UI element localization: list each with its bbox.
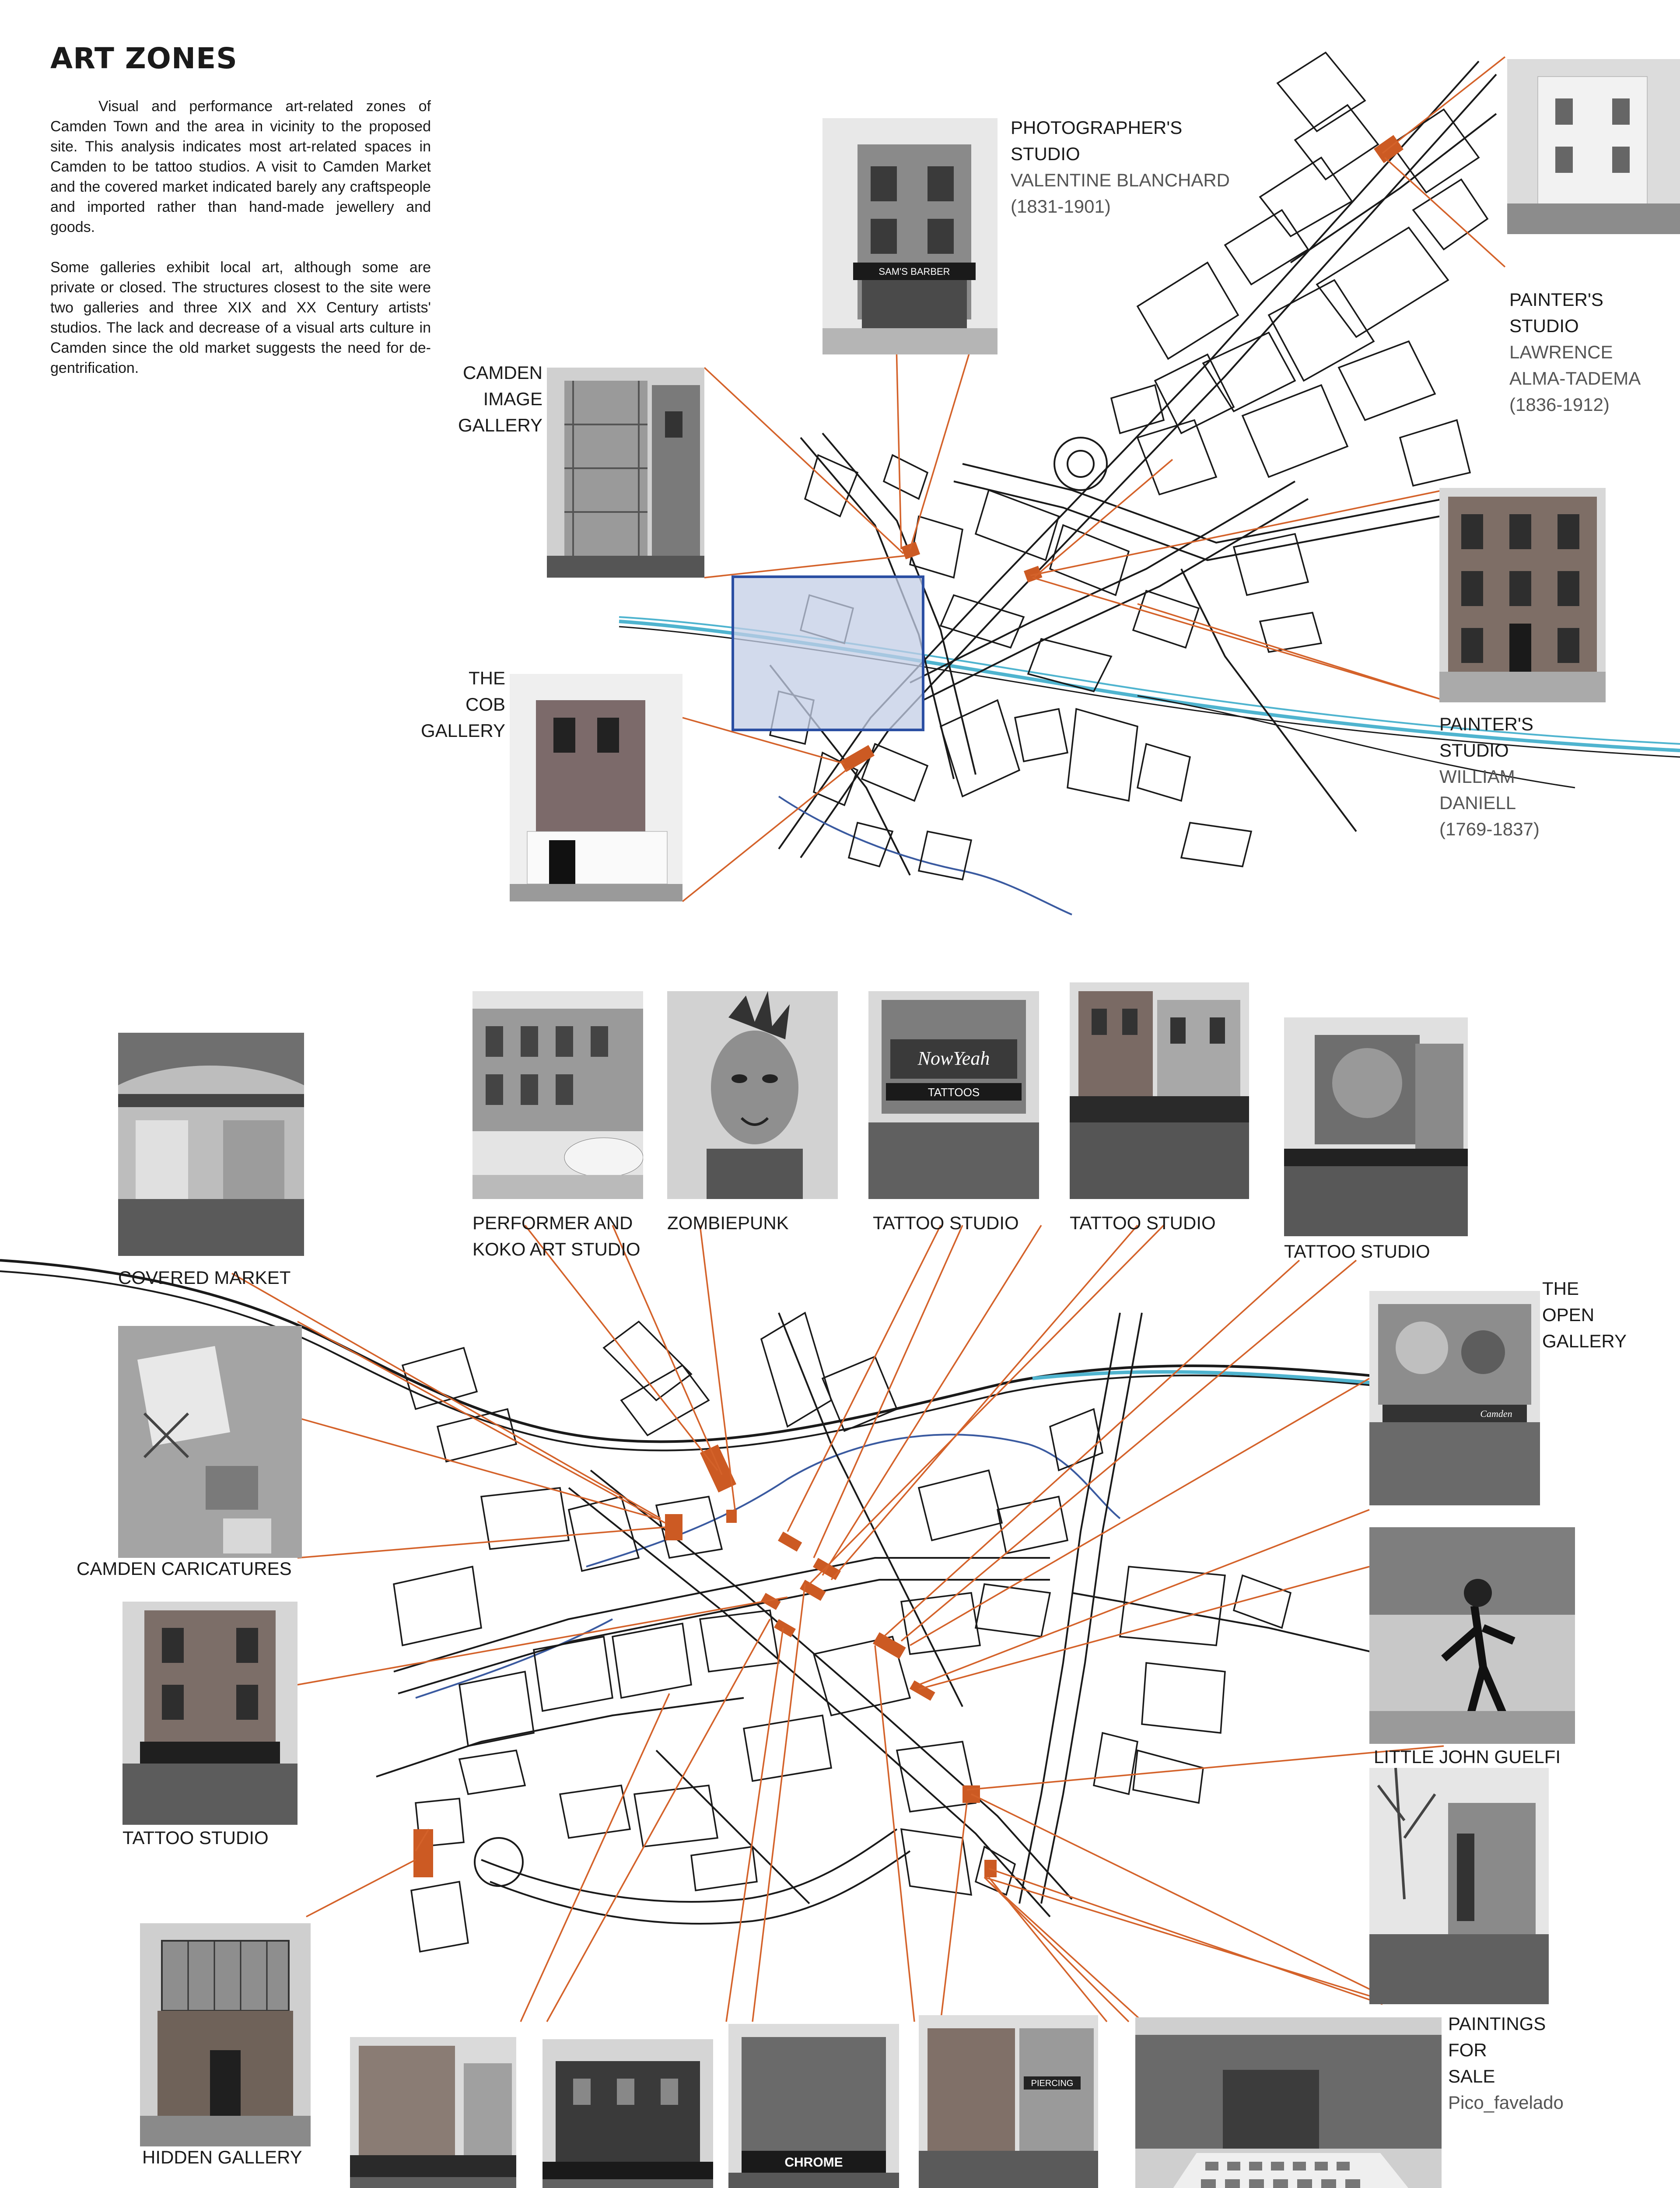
label-performer-koko: PERFORMER AND KOKO ART STUDIO bbox=[472, 1213, 640, 1259]
top-roundabout bbox=[1054, 438, 1107, 490]
photo-hidden-gallery bbox=[140, 1923, 311, 2146]
label-hidden-gallery: HIDDEN GALLERY bbox=[142, 2147, 302, 2167]
label-painters-studio-alma-tadema: PAINTER'S STUDIO LAWRENCE ALMA-TADEMA (1836-1912) bbox=[1509, 289, 1641, 415]
bottom-roundabout bbox=[475, 1838, 523, 1886]
intro-text bbox=[50, 96, 431, 398]
camden-sign: Camden bbox=[1480, 1408, 1512, 1419]
photo-painters-studio-alma-tadema bbox=[1507, 59, 1680, 234]
label-paintings-for-sale: PAINTINGS FOR SALE Pico_favelado bbox=[1448, 2013, 1564, 2113]
page-title: ART ZONES bbox=[50, 42, 238, 75]
photo-tattoo-studio-nowyeah bbox=[868, 991, 1039, 1199]
photo-performer-koko bbox=[472, 991, 643, 1199]
bottom-road-s bbox=[656, 1750, 809, 1904]
site-area bbox=[733, 577, 923, 730]
top-street-3 bbox=[962, 464, 1444, 543]
nowyeah-sign: NowYeah bbox=[917, 1048, 990, 1069]
label-little-john-guelfi: LITTLE JOHN GUELFI bbox=[1374, 1746, 1561, 1767]
bottom-road-arc bbox=[481, 1829, 897, 1902]
label-tattoo-studio-top-2: TATTOO STUDIO bbox=[1070, 1213, 1216, 1233]
label-tattoo-studio-top-3: TATTOO STUDIO bbox=[1284, 1241, 1430, 1262]
photo-painters-studio-daniell bbox=[1439, 488, 1606, 702]
top-canal bbox=[779, 796, 1072, 915]
label-tattoo-studio-top-1: TATTOO STUDIO bbox=[873, 1213, 1019, 1233]
top-street-6 bbox=[1181, 569, 1356, 831]
top-street-3b bbox=[954, 481, 1439, 560]
photo-covered-market bbox=[118, 1033, 304, 1256]
tattoos-sign: TATTOOS bbox=[928, 1086, 980, 1099]
photo-open-gallery bbox=[1369, 1291, 1540, 1505]
photo-camden-caricatures bbox=[118, 1326, 302, 1558]
piercing-sign: PIERCING bbox=[1031, 2079, 1074, 2088]
bottom-leaders bbox=[232, 1225, 1444, 2057]
top-street-2 bbox=[910, 481, 1295, 683]
label-cob-gallery: THE COB GALLERY bbox=[421, 668, 505, 741]
photo-camden-image-gallery bbox=[547, 368, 704, 578]
photo-tattoo-studio-left bbox=[122, 1602, 298, 1825]
top-roundabout-inner bbox=[1068, 451, 1094, 477]
intro-paragraph-1: Visual and performance art-related zones of Camden Town and the area in vicinity to the proposed site. This analysis indicates most art-related spaces in Camden to be tattoo studios. A visit to Camden Market and the covered market indicated barely any craftspeople and imported rather than hand-made jewellery and goods. bbox=[50, 98, 431, 235]
photo-tattoo-studio-b1 bbox=[350, 2037, 516, 2188]
label-tattoo-studio-left: TATTOO STUDIO bbox=[122, 1827, 269, 1848]
label-painters-studio-daniell: PAINTER'S STUDIO WILLIAM DANIELL (1769-1837) bbox=[1439, 714, 1540, 839]
label-covered-market: COVERED MARKET bbox=[118, 1267, 291, 1288]
intro-paragraph-2: Some galleries exhibit local art, although some are private or closed. The structures closest to the site were two galleries and three XIX and XX Century artists' studios. The lack and decrease of a visual arts culture in Camden since the old market suggests the need for de-gentrification. bbox=[50, 259, 431, 376]
photo-paintings-for-sale-street bbox=[1369, 1768, 1549, 2004]
photo-paintings-for-sale-ground bbox=[1135, 2017, 1442, 2188]
photo-tattoo-studio-2 bbox=[1070, 982, 1249, 1199]
photo-tattoo-studio-b2 bbox=[542, 2039, 713, 2188]
barber-sign: SAM'S BARBER bbox=[878, 266, 950, 277]
photo-tattoo-studio-chrome bbox=[728, 2024, 899, 2188]
bottom-blocks bbox=[394, 1313, 1291, 1952]
bottom-road-ns bbox=[1019, 1313, 1120, 1904]
photo-tattoo-studio-b4 bbox=[919, 2015, 1098, 2188]
label-photographers-studio: PHOTOGRAPHER'S STUDIO VALENTINE BLANCHARD (1831-1901) bbox=[1011, 117, 1230, 217]
photo-cob-gallery bbox=[510, 674, 682, 901]
label-zombiepunk: ZOMBIEPUNK bbox=[667, 1213, 789, 1233]
label-camden-image-gallery: CAMDEN IMAGE GALLERY bbox=[458, 362, 542, 435]
photo-photographers-studio bbox=[822, 118, 998, 354]
photo-zombiepunk bbox=[667, 991, 838, 1199]
photo-tattoo-studio-3 bbox=[1284, 1017, 1468, 1236]
label-camden-caricatures: CAMDEN CARICATURES bbox=[77, 1558, 292, 1579]
photo-little-john-guelfi bbox=[1369, 1527, 1575, 1744]
bottom-highlights bbox=[413, 1445, 997, 1877]
chrome-sign: CHROME bbox=[784, 2155, 843, 2170]
bottom-road-ew-b bbox=[398, 1580, 1050, 1694]
label-open-gallery: THE OPEN GALLERY bbox=[1542, 1278, 1627, 1351]
bottom-road-ns-b bbox=[1041, 1313, 1142, 1904]
